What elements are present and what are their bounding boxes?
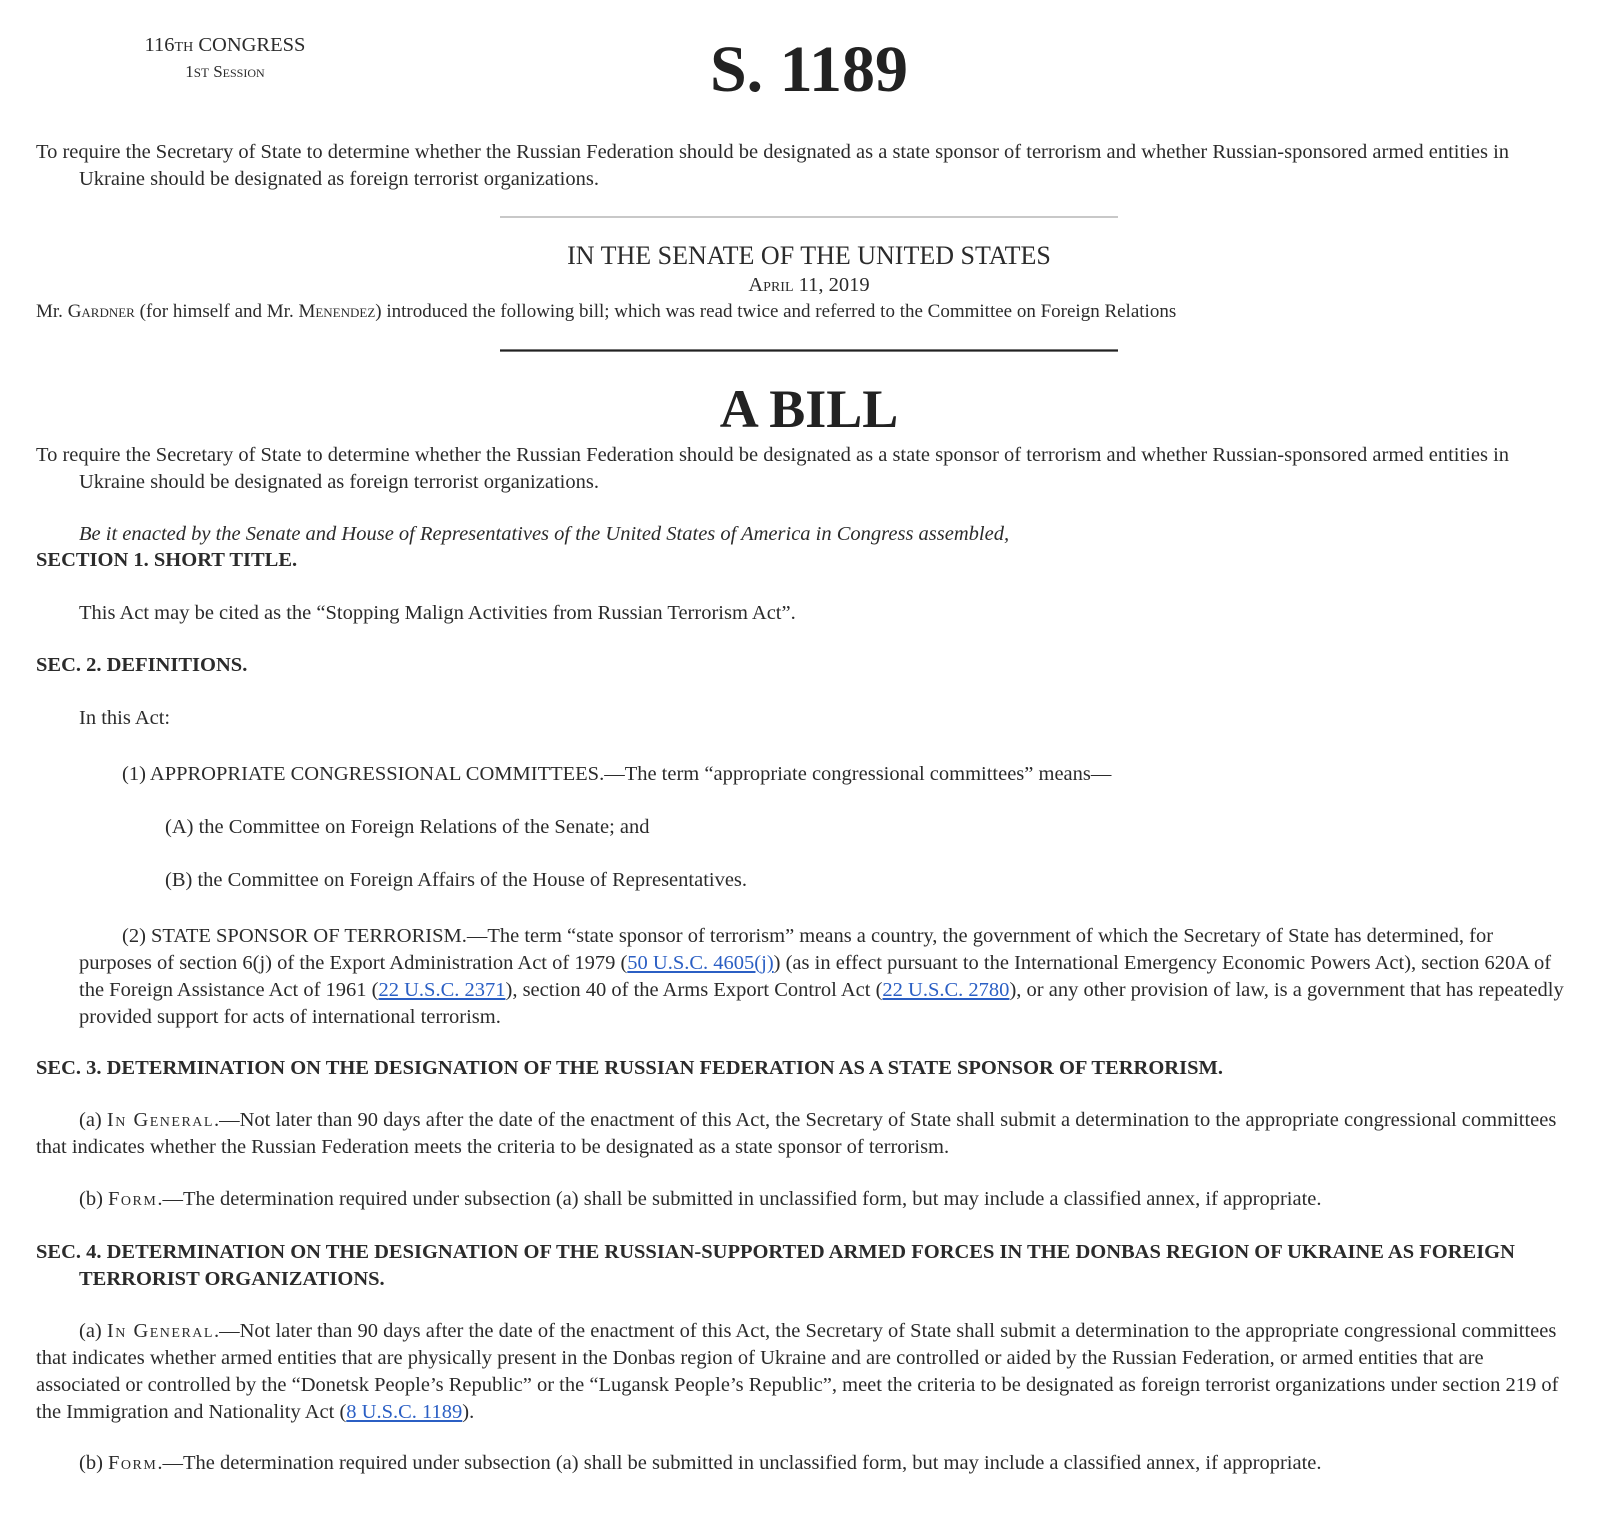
section-1-text: This Act may be cited as the “Stopping Malign Activities from Russian Terrorism Act”. xyxy=(79,602,796,624)
introduction-date xyxy=(500,272,1118,299)
divider-light xyxy=(500,216,1118,220)
date-rest: 11, 2019 xyxy=(793,274,870,296)
subsection-b-text: .—The determination required under subsection (a) shall be submitted in unclassified form, but may include a classified annex, if appropriate. xyxy=(157,1452,1322,1474)
definition-2-text-3: ), section 40 of the Arms Export Control Act ( xyxy=(505,979,883,1001)
congress-suffix: TH xyxy=(174,40,194,55)
divider-dark xyxy=(500,349,1118,353)
section-2-heading: SEC. 2. DEFINITIONS. xyxy=(36,654,248,676)
definition-1-b: (B) the Committee on Foreign Affairs of the House of Representatives. xyxy=(165,869,748,891)
intro-tail: ) introduced the following bill; which was read twice and referred to the Committee on Foreign Relations xyxy=(375,301,1177,322)
section-4-subsection-b xyxy=(36,1450,1570,1477)
bill-number: S. 1189 xyxy=(709,33,909,106)
citation-link-8-usc-1189[interactable]: 8 U.S.C. 1189 xyxy=(346,1401,463,1423)
section-2-intro: In this Act: xyxy=(79,707,171,729)
definition-1-text: .—The term “appropriate congressional committees” means— xyxy=(599,763,1112,785)
definition-2-text-4: ), or any other provision of law, is a government that has repeatedly provided support for acts of international terrorism. xyxy=(79,979,1564,1028)
section-1-heading: SECTION 1. SHORT TITLE. xyxy=(36,549,298,571)
section-3-subsection-b xyxy=(36,1186,1570,1213)
definition-2-term: STATE SPONSOR OF TERRORISM xyxy=(151,925,462,947)
definition-1-term: APPROPRIATE CONGRESSIONAL COMMITTEES xyxy=(149,763,600,785)
senate-heading: IN THE SENATE OF THE UNITED STATES xyxy=(567,241,1051,270)
session-word: Session xyxy=(213,62,265,81)
definition-2-num: (2) xyxy=(122,925,152,947)
definition-2 xyxy=(36,923,1570,1031)
section-3-heading: SEC. 3. DETERMINATION ON THE DESIGNATION OF THE RUSSIAN FEDERATION AS A STATE SPONSOR OF TERRORISM. xyxy=(36,1057,1223,1079)
definition-1 xyxy=(36,761,1570,788)
section-3-subsection-a xyxy=(36,1107,1570,1161)
citation-link-22-usc-2371[interactable]: 22 U.S.C. 2371 xyxy=(378,979,506,1001)
definition-1-a: (A) the Committee on Foreign Relations of the Senate; and xyxy=(165,816,650,838)
definition-2-text-2: ) (as in effect pursuant to the International Emergency Economic Powers Act), section 620A of the Foreign Assistance Act of 1961 ( xyxy=(79,952,1552,1001)
official-title: To require the Secretary of State to determine whether the Russian Federation should be designated as a state sponsor of terrorism and whether Russian-sponsored armed entities in Ukraine should be designated as foreign terrorist organizations. xyxy=(36,141,1510,190)
subsection-b-text: .—The determination required under subsection (a) shall be submitted in unclassified form, but may include a classified annex, if appropriate. xyxy=(157,1188,1322,1210)
definition-2-text-1: .—The term “state sponsor of terrorism” means a country, the government of which the Secretary of State has determined, for purposes of section 6(j) of the Export Administration Act of 1979 ( xyxy=(79,925,1494,974)
subsection-a-text-2: ). xyxy=(462,1401,475,1423)
subsection-b-num: (b) xyxy=(79,1188,109,1210)
a-bill-heading: A BILL xyxy=(719,379,899,439)
section-4-subsection-a xyxy=(36,1318,1570,1426)
cosponsor-name: Menendez xyxy=(298,301,376,322)
subsection-a-num: (a) xyxy=(79,1109,107,1131)
subsection-a-num: (a) xyxy=(79,1320,107,1342)
session-number: 1 xyxy=(185,62,194,81)
subsection-a-text-1: .—Not later than 90 days after the date of the enactment of this Act, the Secretary of State shall submit a determination to the appropriate congressional committees that indicates whether armed entities that are physically present in the Donbas region of Ukraine and are controlled or aided by the Russian Federation, or armed entities that are associated or controlled by the “Donetsk People’s Republic” or the “Lugansk People’s Republic”, meet the criteria to be designated as foreign terrorist organizations under section 219 of the Immigration and Nationality Act ( xyxy=(36,1320,1559,1423)
subsection-b-term: Form xyxy=(108,1452,158,1474)
definition-1-num: (1) xyxy=(122,763,150,785)
date-month: April xyxy=(748,274,794,296)
congress-word: CONGRESS xyxy=(198,34,306,56)
subsection-b-term: Form xyxy=(108,1188,158,1210)
intro-prefix: Mr. xyxy=(36,301,68,322)
enacting-clause: Be it enacted by the Senate and House of Representatives of the United States of America in Congress assembled, xyxy=(79,523,1010,545)
section-4-heading: SEC. 4. DETERMINATION ON THE DESIGNATION OF THE RUSSIAN-SUPPORTED ARMED FORCES IN THE DONBAS REGION OF UKRAINE AS FOREIGN TERRORIST ORGANIZATIONS. xyxy=(36,1241,1515,1290)
subsection-a-term: In General xyxy=(106,1109,214,1131)
intro-middle: (for himself and Mr. xyxy=(134,301,299,322)
congress-number: 116 xyxy=(144,34,175,56)
subsection-a-text: .—Not later than 90 days after the date of the enactment of this Act, the Secretary of State shall submit a determination to the appropriate congressional committees that indicates whether the Russian Federation meets the criteria to be designated as a state sponsor of terrorism. xyxy=(36,1109,1557,1158)
session-suffix: ST xyxy=(193,65,209,80)
congress-label xyxy=(140,33,310,60)
introduction-statement xyxy=(36,298,1570,325)
citation-link-50-usc-4605j[interactable]: 50 U.S.C. 4605(j) xyxy=(627,952,774,974)
subsection-a-term: In General xyxy=(106,1320,214,1342)
session-label xyxy=(140,61,310,84)
citation-link-22-usc-2780[interactable]: 22 U.S.C. 2780 xyxy=(882,979,1010,1001)
sponsor-name: Gardner xyxy=(67,301,135,322)
bill-title: To require the Secretary of State to determine whether the Russian Federation should be designated as a state sponsor of terrorism and whether Russian-sponsored armed entities in Ukraine should be designated as foreign terrorist organizations. xyxy=(36,444,1510,493)
subsection-b-num: (b) xyxy=(79,1452,109,1474)
